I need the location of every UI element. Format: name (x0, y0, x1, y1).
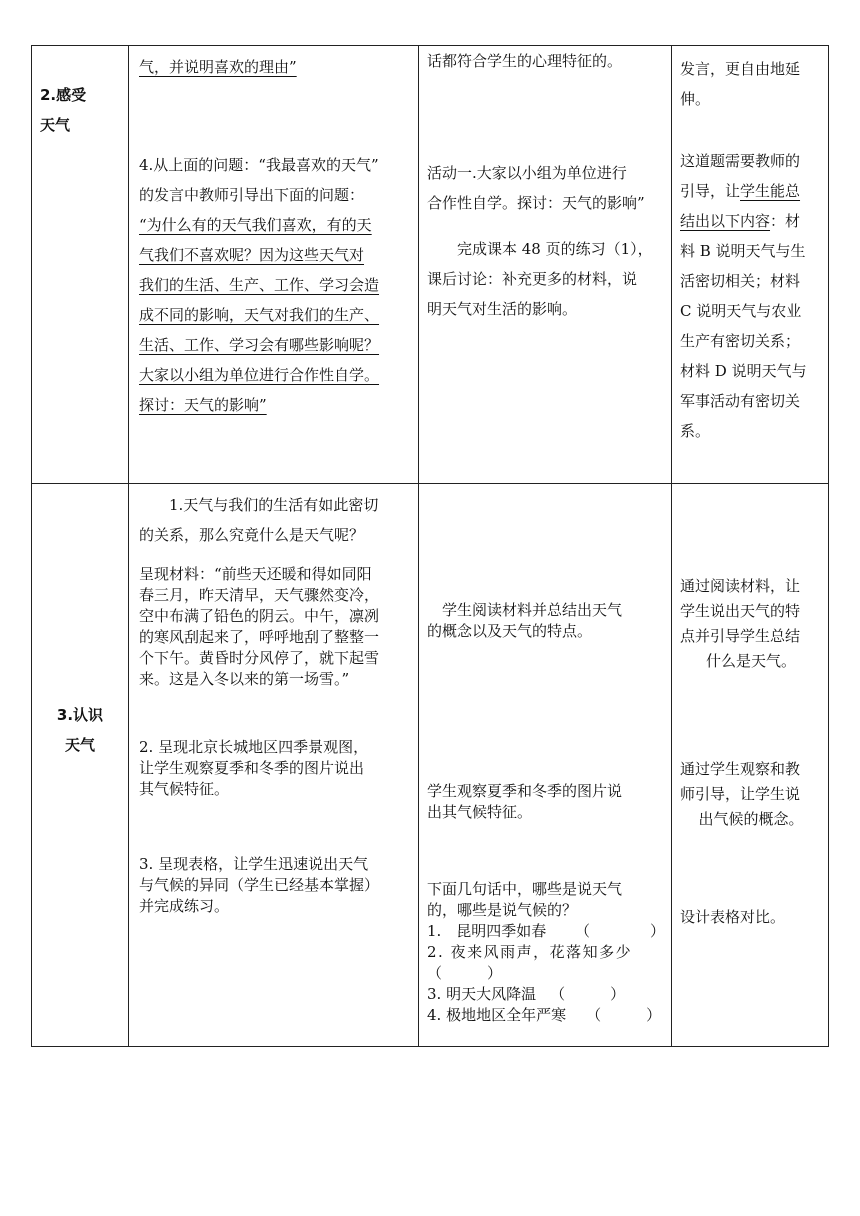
text-line: 气，并说明喜欢的理由” (139, 58, 297, 76)
underlined-text-line: 大家以小组为单位进行合作性自学。 (139, 366, 380, 384)
text-line: 让学生观察夏季和冬季的图片说出 (139, 759, 365, 777)
text-line: 明天气对生活的影响。 (427, 300, 578, 318)
text-line: 合作性自学。探讨：天气的影响” (427, 194, 645, 212)
exercise-option (427, 942, 665, 963)
option-text: 2. 夜来风雨声，花落知多少 (427, 943, 633, 961)
option-text: 1. 昆明四季如春 (427, 922, 547, 940)
text-line: 话都符合学生的心理特征的。 (427, 52, 623, 70)
text-line: 个下午。黄昏时分风停了，就下起雪 (139, 649, 380, 667)
text-line: 的关系，那么究竟什么是天气呢？ (139, 526, 365, 544)
text-line: 生产有密切关系； (680, 332, 801, 350)
option-text: 3. 明天大风降温 (427, 985, 537, 1003)
option-text: 4. 极地地区全年严寒 (427, 1006, 567, 1024)
underlined-text-span: 学生能总 (740, 182, 801, 200)
text-span: 引导，让 (680, 182, 741, 200)
text-line: 的，哪些是说气候的？ (427, 901, 578, 919)
design-intent-cell (672, 46, 829, 484)
text-line: 学生阅读材料并总结出天气 (442, 601, 623, 619)
text-line: 活动一.大家以小组为单位进行 (427, 164, 627, 182)
answer-blank: （ ） (586, 1006, 662, 1024)
text-line: 发言，更自由地延 (680, 60, 801, 78)
text-line: 并完成练习。 (139, 897, 230, 915)
design-intent-cell (672, 484, 829, 1047)
text-line: 料 B 说明天气与生 (680, 242, 806, 260)
text-line (680, 176, 822, 206)
text-line: 活密切相关；材料 (680, 272, 801, 290)
underlined-text-line: “为什么有的天气我们喜欢，有的天 (139, 216, 372, 234)
text-span: ：材 (770, 212, 801, 230)
text-line: 下面几句话中，哪些是说天气 (427, 880, 623, 898)
text-line: 出其气候特征。 (427, 803, 533, 821)
text-line: 军事活动有密切关 (680, 392, 801, 410)
text-line: 的发言中教师引导出下面的问题： (139, 186, 365, 204)
text-line: 3. 呈现表格，让学生迅速说出天气 (139, 855, 369, 873)
student-activity-cell (419, 46, 672, 484)
answer-blank: （ ） (427, 964, 503, 982)
text-line: 课后讨论：补充更多的材料，说 (427, 270, 638, 288)
text-line: 伸。 (680, 90, 711, 108)
underlined-text-line: 我们的生活、生产、工作、学习会造 (139, 276, 380, 294)
exercise-option (427, 984, 665, 1005)
text-line: 来。这是入冬以来的第一场雪。” (139, 670, 350, 688)
table-row (32, 484, 829, 1047)
teacher-activity-cell (129, 46, 419, 484)
exercise-option (427, 963, 665, 984)
stage-cell (32, 484, 129, 1047)
lesson-plan-table (31, 45, 829, 1047)
text-line: 与气候的异同（学生已经基本掌握） (139, 876, 380, 894)
text-line: 的寒风刮起来了，呼呼地刮了整整一 (139, 628, 380, 646)
text-line: 点并引导学生总结 (680, 627, 801, 645)
text-line: 系。 (680, 422, 711, 440)
text-line: 出气候的概念。 (698, 810, 804, 828)
underlined-text-line: 气我们不喜欢呢？因为这些天气对 (139, 246, 365, 264)
stage-label: 3.认识 (56, 706, 104, 724)
text-line: 学生说出天气的特 (680, 602, 801, 620)
text-line: 其气候特征。 (139, 780, 230, 798)
underlined-text-line: 生活、工作、学习会有哪些影响呢？ (139, 336, 380, 354)
stage-label: 天气 (64, 736, 95, 754)
text-line: C 说明天气与农业 (680, 302, 802, 320)
text-line: 材料 D 说明天气与 (680, 362, 807, 380)
text-line (680, 206, 822, 236)
teacher-activity-cell (129, 484, 419, 1047)
text-line: 师引导，让学生说 (680, 785, 801, 803)
text-line: 这道题需要教师的 (680, 152, 801, 170)
text-line: 春三月，昨天清早，天气骤然变冷， (139, 586, 380, 604)
stage-label: 2.感受 (40, 86, 87, 104)
answer-blank: （ ） (574, 922, 665, 940)
text-line: 空中布满了铅色的阴云。中午，凛冽 (139, 607, 380, 625)
text-line: 什么是天气。 (705, 652, 796, 670)
answer-blank: （ ） (550, 985, 626, 1003)
text-line: 学生观察夏季和冬季的图片说 (427, 782, 623, 800)
table-row (32, 46, 829, 484)
text-line: 1.天气与我们的生活有如此密切 (169, 496, 379, 514)
text-line: 的概念以及天气的特点。 (427, 622, 593, 640)
underlined-text-line: 探讨：天气的影响” (139, 396, 267, 414)
text-line: 2. 呈现北京长城地区四季景观图， (139, 738, 369, 756)
exercise-option (427, 921, 665, 942)
exercise-option (427, 1005, 665, 1026)
underlined-text-span: 结出以下内容 (680, 212, 771, 230)
underlined-text-line: 成不同的影响，天气对我们的生产、 (139, 306, 380, 324)
text-line: 设计表格对比。 (680, 908, 786, 926)
text-line: 通过阅读材料，让 (680, 577, 801, 595)
stage-cell (32, 46, 129, 484)
student-activity-cell (419, 484, 672, 1047)
stage-label: 天气 (40, 116, 71, 134)
text-line: 呈现材料：“前些天还暖和得如同阳 (139, 565, 372, 583)
text-line: 完成课本 48 页的练习（1）， (457, 240, 653, 258)
text-line: 4.从上面的问题：“我最喜欢的天气” (139, 156, 379, 174)
text-line: 通过学生观察和教 (680, 760, 801, 778)
